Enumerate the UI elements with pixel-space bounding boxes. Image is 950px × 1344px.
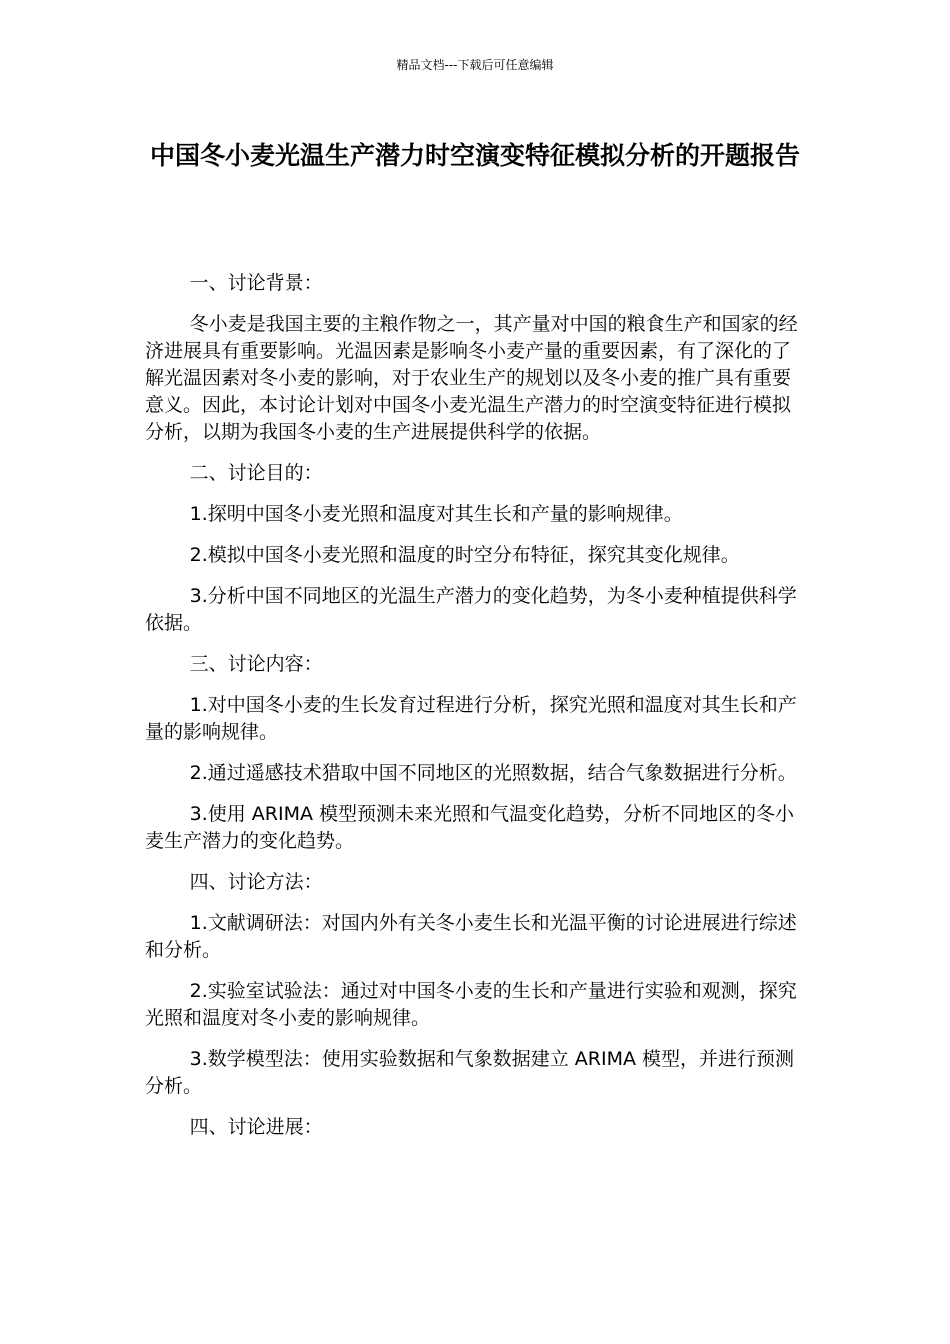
content-item-1: 1.对中国冬小麦的生长发育过程进行分析，探究光照和温度对其生长和产量的影响规律。	[145, 694, 797, 743]
section-heading-purpose: 二、讨论目的：	[189, 462, 323, 484]
document-title: 中国冬小麦光温生产潜力时空演变特征模拟分析的开题报告	[149, 141, 800, 170]
section-heading-content: 三、讨论内容：	[189, 653, 323, 675]
method-item-2: 2.实验室试验法：通过对中国冬小麦的生长和产量进行实验和观测，探究光照和温度对冬小麦的影响规律。	[145, 980, 797, 1029]
paragraph-background: 冬小麦是我国主要的主粮作物之一，其产量对中国的粮食生产和国家的经济进展具有重要影响。光温因素是影响冬小麦产量的重要因素，有了深化的了解光温因素对冬小麦的影响，对于农业生产的规划以及冬小麦的推广具有重要意义。因此，本讨论计划对中国冬小麦光温生产潜力的时空演变特征进行模拟分析，以期为我国冬小麦的生产进展提供科学的依据。	[145, 313, 798, 443]
content-item-2: 2.通过遥感技术猎取中国不同地区的光照数据，结合气象数据进行分析。	[189, 762, 797, 784]
purpose-item-1: 1.探明中国冬小麦光照和温度对其生长和产量的影响规律。	[189, 503, 683, 525]
section-heading-background: 一、讨论背景：	[189, 272, 323, 294]
section-heading-methods: 四、讨论方法：	[189, 871, 323, 893]
document-body	[145, 270, 807, 1155]
purpose-item-2: 2.模拟中国冬小麦光照和温度的时空分布特征，探究其变化规律。	[189, 544, 740, 566]
method-item-1: 1.文献调研法：对国内外有关冬小麦生长和光温平衡的讨论进展进行综述和分析。	[145, 912, 797, 961]
section-heading-progress: 四、讨论进展：	[189, 1116, 323, 1138]
header-note: 精品文档---下载后可任意编辑	[396, 58, 554, 72]
method-item-3: 3.数学模型法：使用实验数据和气象数据建立 ARIMA 模型，并进行预测分析。	[145, 1048, 795, 1097]
purpose-item-3: 3.分析中国不同地区的光温生产潜力的变化趋势，为冬小麦种植提供科学依据。	[145, 585, 797, 634]
content-item-3: 3.使用 ARIMA 模型预测未来光照和气温变化趋势，分析不同地区的冬小麦生产潜力的变化趋势。	[145, 803, 795, 852]
